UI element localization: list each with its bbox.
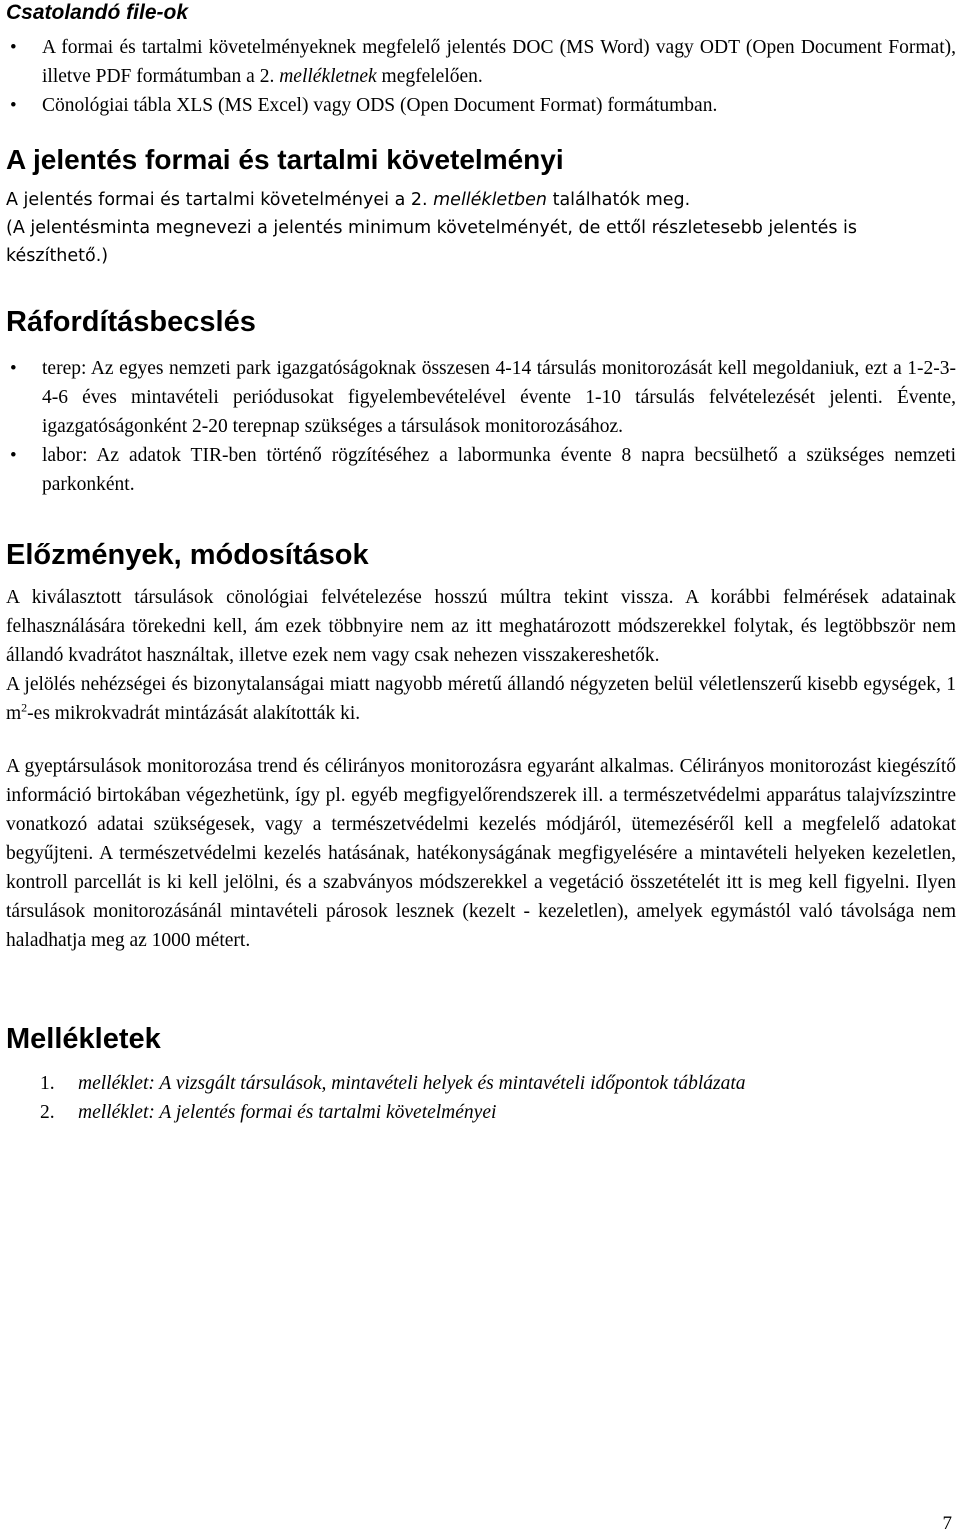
list-item: 2. melléklet: A jelentés formai és tartalmi követelményei xyxy=(40,1102,497,1123)
history-paragraph-3: A gyeptársulások monitorozása trend és célirányos monitorozásra egyaránt alkalmas. Célirányos monitorozást kiegészítő információ birtokában végezhetünk, így pl. egyéb megfigyelőrendszerek ill. a természetvédelmi apparátus talajvízszintre vonatkozó adatai szükségesek, vagy a természetvédelmi kezelés módjáról, ütemezéséről kell a megfelelő adatokat begyűjteni. A természetvédelmi kezelés hatásának, hatékonyságának megfigyelésére a mintavételi helyeken kezeletlen, kontroll parcellát is ki kell jelölni, és a szabványos módszerekkel a vegetáció összetételét itt is meg kell figyelni. Ilyen társulások monitorozásánál mintavételi párosok lesznek (kezelt - kezeletlen), amelyek egymástól való távolsága nem haladhatja meg az 1000 métert. xyxy=(6,756,956,951)
appendix-heading: Mellékletek xyxy=(6,1023,161,1055)
document-page xyxy=(6,0,956,1127)
requirements-paragraph: A jelentés formai és tartalmi követelményei a 2. mellékletben találhatók meg. xyxy=(6,190,691,210)
history-paragraph-2: A jelölés nehézségei és bizonytalanságai miatt nagyobb méretű állandó négyzeten belül véletlenszerű kisebb egységek, 1 $m^2-es$ mikrokvadrát mintázását alakították ki. xyxy=(6,674,956,724)
attachments-list xyxy=(6,33,956,120)
history-body xyxy=(6,583,956,955)
history-heading: Előzmények, módosítások xyxy=(6,539,369,571)
estimate-heading: Ráfordításbecslés xyxy=(6,306,256,338)
estimate-list xyxy=(6,354,956,499)
requirements-heading: A jelentés formai és tartalmi követelményi xyxy=(6,144,564,175)
requirements-body xyxy=(6,186,956,270)
list-item: • A formai és tartalmi követelményeknek megfelelő jelentés DOC (MS Word) vagy ODT (Open Document Format), illetve PDF formátumban a 2. mellékletnek megfelelően. xyxy=(6,33,956,91)
requirements-note: (A jelentésminta megnevezi a jelentés minimum követelményét, de ettől részletesebb jelentés is készíthető.) xyxy=(6,218,858,266)
page-number: 7 xyxy=(942,1513,952,1534)
history-paragraph-1: A kiválasztott társulások cönológiai felvételezése hosszú múltra tekint vissza. A korábbi felmérések adatainak felhasználására törekedni kell, ám ezek többnyire nem az itt meghatározott módszerekkel folytak, és legtöbbször nem állandó kvadrátot használtak, illetve ezek nem vagy csak nehezen visszakereshetők. xyxy=(6,587,956,666)
attachments-heading: Csatolandó file-ok xyxy=(6,1,189,24)
list-item: • Cönológiai tábla XLS (MS Excel) vagy ODS (Open Document Format) formátumban. xyxy=(6,91,956,120)
list-item: • terep: Az egyes nemzeti park igazgatóságoknak összesen 4-14 társulás monitorozását kell megoldaniuk, ezt a 1-2-3-4-6 éves mintavételi periódusokat figyelembevételével évente 1-10 társulás felvételezését jelenti. Évente, igazgatóságonként 2-20 terepnap szükséges a társulások monitorozásához. xyxy=(6,354,956,441)
list-item: • labor: Az adatok TIR-ben történő rögzítéséhez a labormunka évente 8 napra becsülhető a szükséges nemzeti parkonként. xyxy=(6,441,956,499)
list-item: 1. melléklet: A vizsgált társulások, mintavételi helyek és mintavételi időpontok táblázata xyxy=(40,1073,746,1094)
appendix-list xyxy=(6,1069,956,1127)
